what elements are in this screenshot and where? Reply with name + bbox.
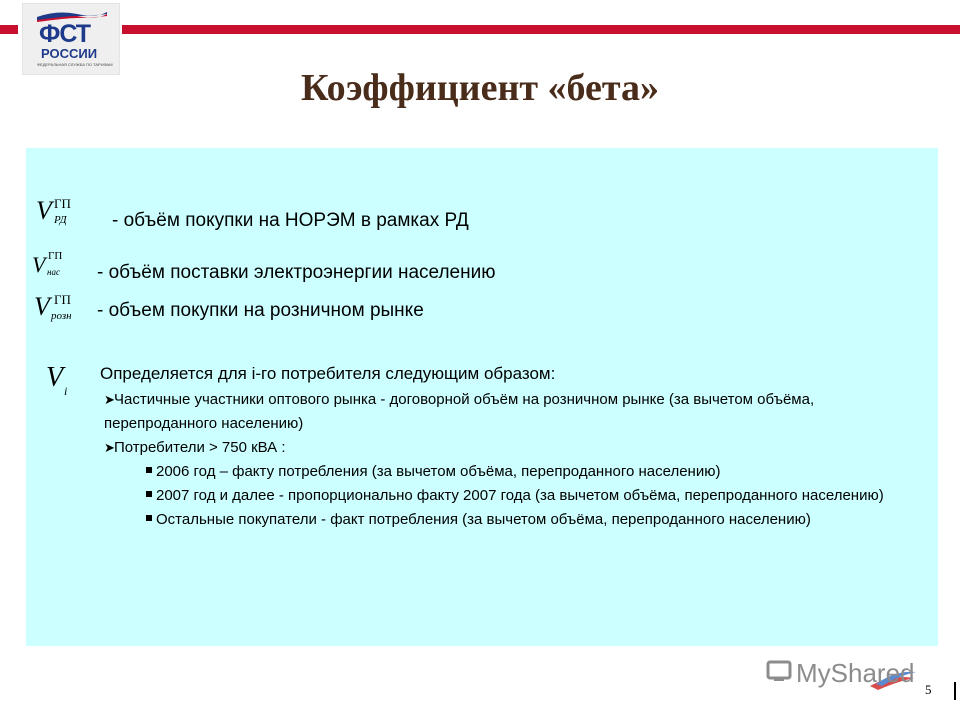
formula-v-rozn: V ГП розн bbox=[34, 292, 72, 322]
definition-text: - объем покупки на розничном рынке bbox=[97, 300, 424, 321]
list-item: ➤Потребители > 750 кВА : bbox=[100, 436, 890, 460]
list-item: 2007 год и далее - пропорционально факту 2007 года (за вычетом объёма, перепроданного населению) bbox=[146, 484, 890, 508]
myshared-watermark bbox=[766, 652, 916, 694]
arrow-bullet-icon: ➤ bbox=[104, 440, 115, 455]
formula-v-rd: V ГП РД bbox=[36, 196, 71, 226]
criteria-list bbox=[100, 388, 890, 532]
arrow-bullet-icon: ➤ bbox=[104, 392, 115, 407]
definition-text: - объём покупки на НОРЭМ в рамках РД bbox=[112, 210, 469, 231]
sub-list bbox=[146, 460, 890, 532]
formula-v-nas: V ГП нас bbox=[32, 250, 63, 277]
list-item: Остальные покупатели - факт потребления (за вычетом объёма, перепроданного населению) bbox=[146, 508, 890, 532]
logo-subtitle: ФЕДЕРАЛЬНАЯ СЛУЖБА ПО ТАРИФАМ bbox=[37, 62, 113, 67]
logo-country: РОССИИ bbox=[41, 46, 98, 61]
formula-v-i: V i bbox=[46, 362, 68, 398]
square-bullet-icon bbox=[146, 467, 152, 473]
logo-name: ФСТ bbox=[39, 20, 91, 48]
square-bullet-icon bbox=[146, 491, 152, 497]
page-number: 5 bbox=[925, 682, 932, 697]
list-item: ➤Частичные участники оптового рынка - договорной объём на розничном рынке (за вычетом объёма, перепроданного населению) bbox=[100, 388, 890, 436]
list-item: 2006 год – факту потребления (за вычетом объёма, перепроданного населению) bbox=[146, 460, 890, 484]
page-title: Коэффициент «бета» bbox=[300, 67, 659, 109]
intro-text: Определяется для i-го потребителя следующим образом: bbox=[100, 364, 556, 383]
watermark-text: MyShared bbox=[796, 658, 915, 688]
definition-text: - объём поставки электроэнергии населению bbox=[97, 262, 496, 283]
header-bar bbox=[0, 25, 960, 34]
square-bullet-icon bbox=[146, 515, 152, 521]
fst-logo bbox=[22, 3, 120, 75]
